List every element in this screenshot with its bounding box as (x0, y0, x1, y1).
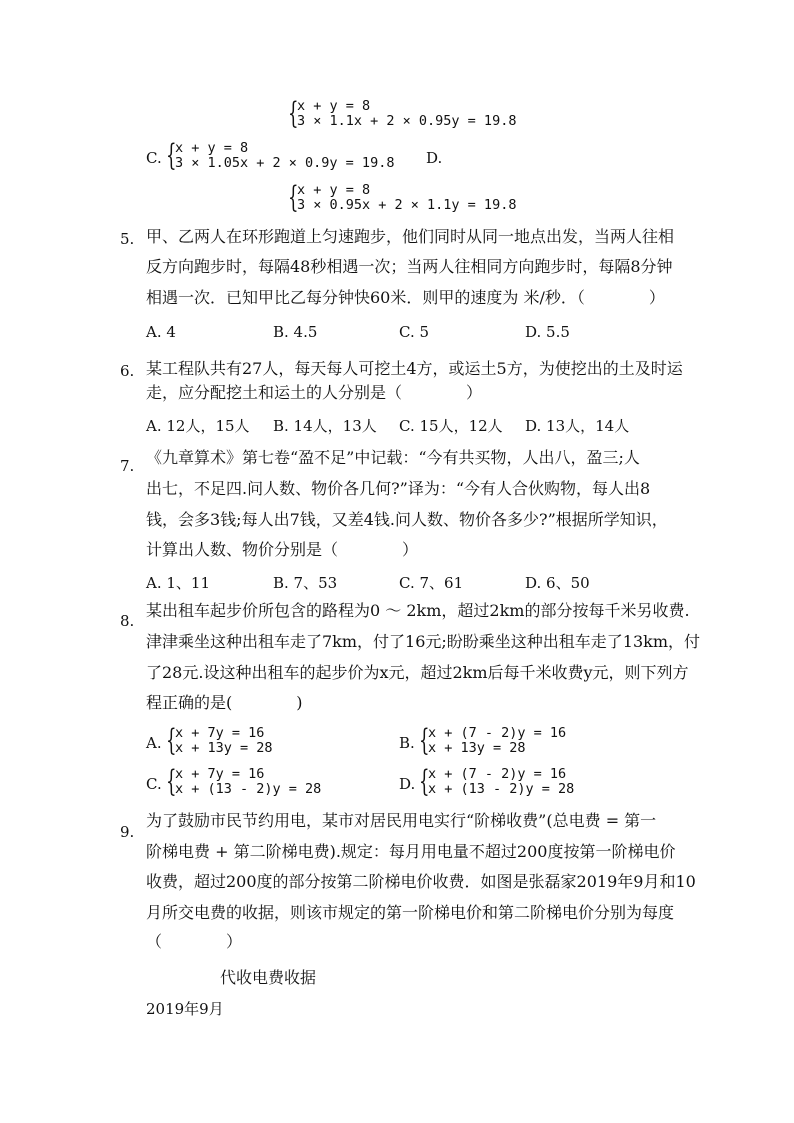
q5-option-a: A. 4 (146, 323, 176, 341)
q7-option-c: C. 7、61 (399, 574, 464, 592)
brace-icon: { (166, 764, 177, 799)
q8-option-a-label: A. (146, 734, 162, 752)
q7-option-d: D. 6、50 (525, 574, 590, 592)
q8-option-d-eq2: x + (13 - 2)y = 28 (428, 781, 575, 797)
q8-text-line2: 津津乘坐这种出租车走了7km，付了16元;盼盼乘坐这种出租车走了13km，付 (146, 632, 701, 651)
q4-option-d-eq2: 3 × 0.95x + 2 × 1.1y = 19.8 (297, 197, 517, 213)
q6-text-line1: 某工程队共有27人，每天每人可挖土4方，或运土5方，为使挖出的土及时运 (146, 359, 683, 378)
q8-option-b-eq1: x + (7 - 2)y = 16 (428, 725, 567, 741)
q5-text-line3: 相遇一次．已知甲比乙每分钟快60米．则甲的速度为 米/秒．（ ） (146, 288, 665, 307)
q9-text-line4: 月所交电费的收据，则该市规定的第一阶梯电价和第二阶梯电价分别为每度 (146, 903, 675, 922)
q5-option-c: C. 5 (399, 323, 430, 341)
q8-option-c-label: C. (146, 775, 162, 793)
q9-text-line3: 收费，超过200度的部分按第二阶梯电价收费．如图是张磊家2019年9月和10 (146, 872, 696, 891)
q5-text-line1: 甲、乙两人在环形跑道上匀速跑步，他们同时从同一地点出发，当两人往相 (146, 227, 675, 246)
q6-option-c: C. 15人，12人 (399, 417, 503, 435)
q7-number: 7. (120, 457, 135, 475)
q9-text-line2: 阶梯电费 + 第二阶梯电费).规定：每月用电量不超过200度按第一阶梯电价 (146, 842, 676, 861)
brace-icon: { (288, 180, 299, 215)
q8-option-c-eq2: x + (13 - 2)y = 28 (175, 781, 322, 797)
receipt-title: 代收电费收据 (220, 968, 317, 987)
q8-option-a-eq2: x + 13y = 28 (175, 740, 273, 756)
q4-option-d-label: D. (426, 149, 443, 167)
q7-text-line2: 出七，不足四.问人数、物价各几何?”译为：“今有人合伙购物，每人出8 (146, 479, 651, 498)
q8-option-d-eq1: x + (7 - 2)y = 16 (428, 766, 567, 782)
q4-option-d-eq1: x + y = 8 (297, 182, 371, 198)
q7-text-line1: 《九章算术》第七卷“盈不足”中记载：“今有共买物，人出八，盈三;人 (146, 448, 640, 467)
q6-option-a: A. 12人，15人 (146, 417, 250, 435)
q8-text-line3: 了28元.设这种出租车的起步价为x元，超过2km后每千米收费y元，则下列方 (146, 663, 689, 682)
q9-text-line5: （ ） (146, 932, 243, 951)
q8-text-line1: 某出租车起步价所包含的路程为0 ～ 2km，超过2km的部分按每千米另收费. (146, 601, 690, 620)
q8-text-line4: 程正确的是( ) (146, 693, 303, 712)
q9-number: 9. (120, 823, 135, 841)
receipt-date: 2019年9月 (146, 1000, 224, 1018)
brace-icon: { (166, 723, 177, 758)
q7-text-line3: 钱，会多3钱;每人出7钱，又差4钱.问人数、物价各多少?”根据所学知识， (146, 510, 668, 529)
q6-option-b: B. 14人，13人 (273, 417, 377, 435)
q8-option-a-eq1: x + 7y = 16 (175, 725, 265, 741)
brace-icon: { (419, 723, 430, 758)
q6-number: 6. (120, 362, 135, 380)
q4-option-b-eq1: x + y = 8 (297, 98, 371, 114)
q8-option-b-eq2: x + 13y = 28 (428, 740, 526, 756)
q4-option-c-eq2: 3 × 1.05x + 2 × 0.9y = 19.8 (175, 155, 395, 171)
brace-icon: { (419, 764, 430, 799)
q4-option-b-eq2: 3 × 1.1x + 2 × 0.95y = 19.8 (297, 113, 517, 129)
q5-text-line2: 反方向跑步时，每隔48秒相遇一次；当两人往相同方向跑步时，每隔8分钟 (146, 257, 673, 276)
q7-option-b: B. 7、53 (273, 574, 338, 592)
q8-option-c-eq1: x + 7y = 16 (175, 766, 265, 782)
q6-option-d: D. 13人，14人 (525, 417, 630, 435)
q9-text-line1: 为了鼓励市民节约用电，某市对居民用电实行“阶梯收费”(总电费 = 第一 (146, 811, 657, 830)
q8-number: 8. (120, 612, 135, 630)
q8-option-b-label: B. (399, 734, 415, 752)
q8-option-d-label: D. (399, 775, 416, 793)
q4-option-c-label: C. (146, 149, 162, 167)
q5-option-d: D. 5.5 (525, 323, 570, 341)
q4-option-c-eq1: x + y = 8 (175, 140, 249, 156)
q5-number: 5. (120, 230, 135, 248)
brace-icon: { (166, 138, 177, 173)
brace-icon: { (288, 96, 299, 131)
q7-option-a: A. 1、11 (146, 574, 210, 592)
q6-text-line2: 走，应分配挖土和运土的人分别是（ ） (146, 383, 483, 402)
q5-option-b: B. 4.5 (273, 323, 318, 341)
q7-text-line4: 计算出人数、物价分别是（ ） (146, 540, 419, 559)
